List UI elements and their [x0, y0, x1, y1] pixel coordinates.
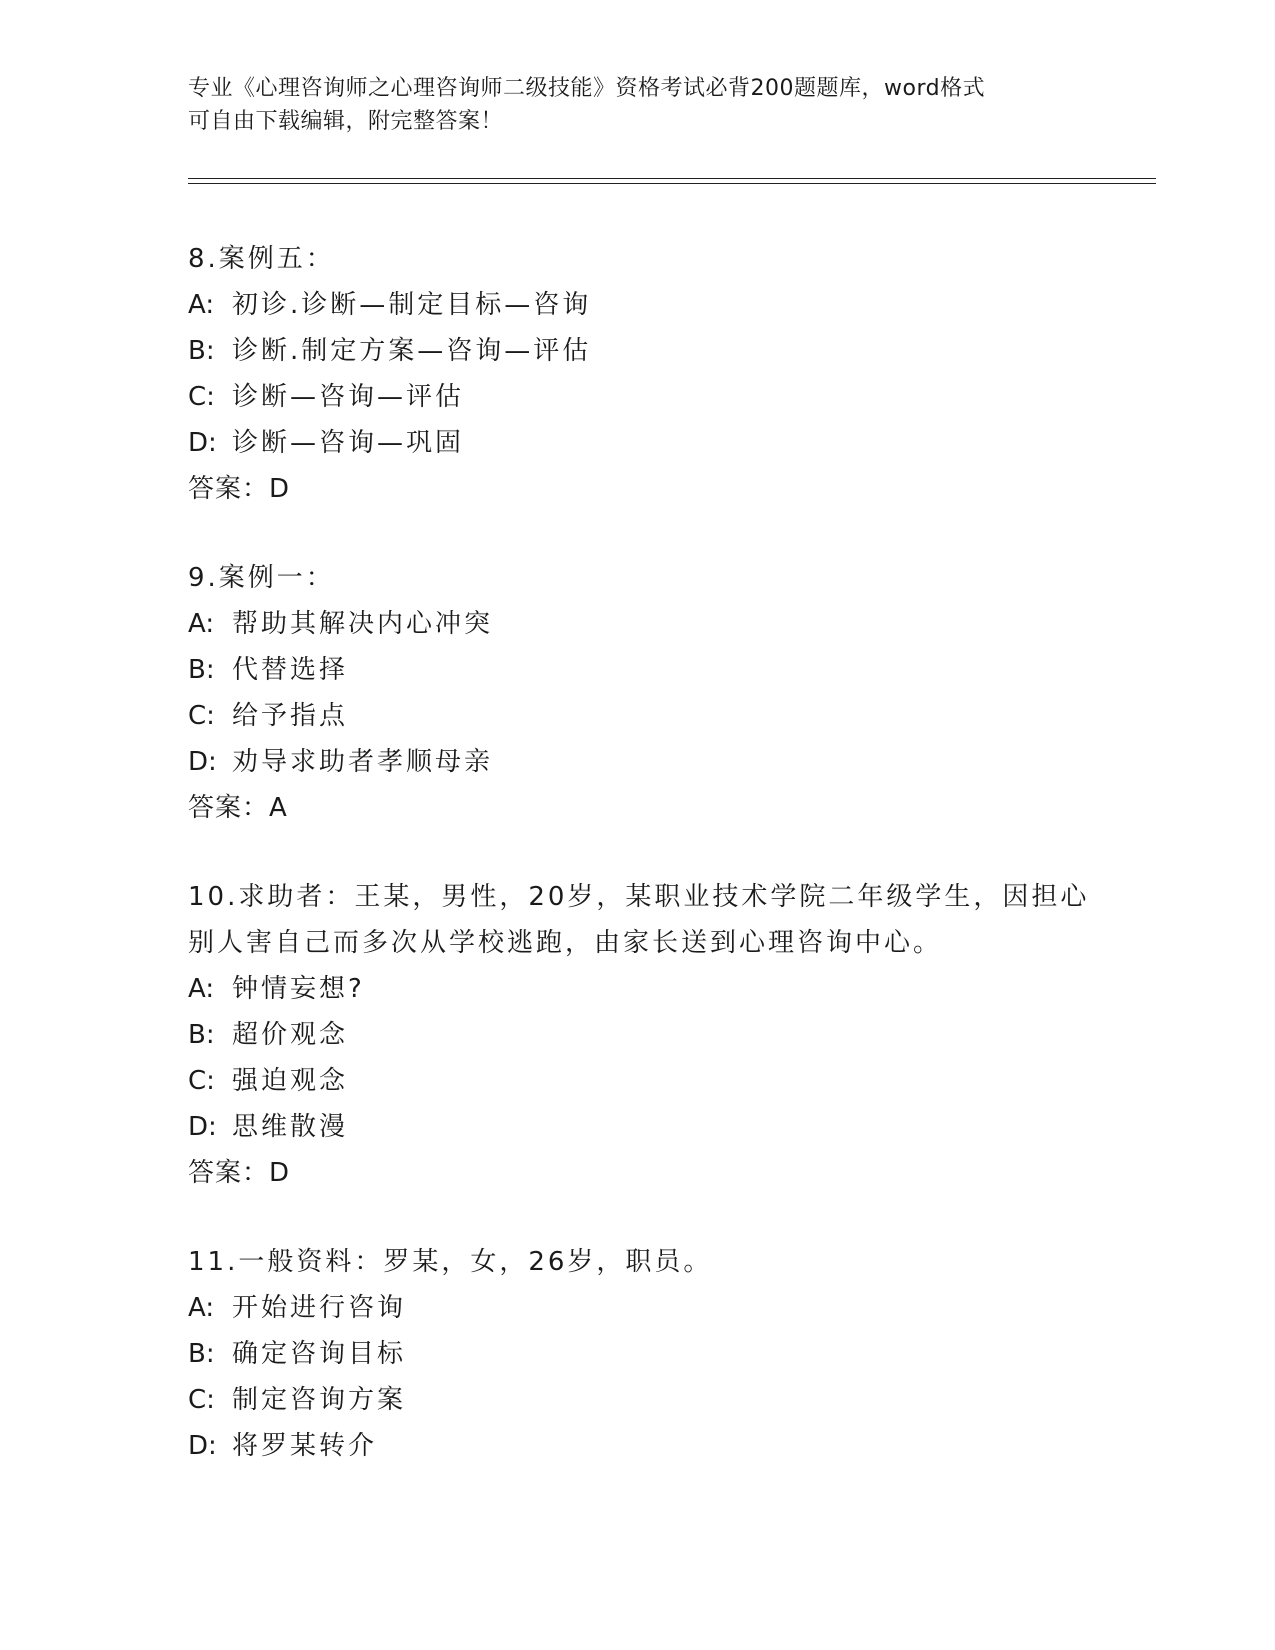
question-stem: 10.求助者：王某，男性，20岁，某职业技术学院二年级学生，因担心别人害自己而多次从学校逃跑，由家长送到心理咨询中心。: [188, 882, 1090, 958]
option-text: 确定咨询目标: [232, 1339, 407, 1369]
option-key: D:: [188, 428, 217, 458]
option-d: [188, 1423, 1108, 1469]
option-text: 制定咨询方案: [232, 1385, 407, 1415]
option-text: 将罗某转介: [232, 1431, 378, 1461]
option-c: [188, 374, 1108, 420]
option-c: [188, 693, 1108, 739]
header-line-1: 专业《心理咨询师之心理咨询师二级技能》资格考试必背200题题库，word格式: [188, 76, 986, 101]
option-b: [188, 647, 1108, 693]
option-d: [188, 420, 1108, 466]
question-9: [188, 555, 1108, 831]
option-c: [188, 1377, 1108, 1423]
option-key: B:: [188, 1020, 215, 1050]
option-d: [188, 1104, 1108, 1150]
answer-line: 答案：D: [188, 474, 291, 504]
option-key: D:: [188, 747, 217, 777]
option-text: 诊断.制定方案—咨询—评估: [232, 336, 592, 366]
option-b: [188, 1331, 1108, 1377]
question-11: [188, 1239, 1108, 1469]
option-a: [188, 966, 1108, 1012]
option-text: 给予指点: [232, 701, 349, 731]
option-key: D:: [188, 1431, 217, 1461]
option-text: 开始进行咨询: [232, 1293, 407, 1323]
option-text: 初诊.诊断—制定目标—咨询: [232, 290, 592, 320]
option-text: 代替选择: [232, 655, 349, 685]
question-8: [188, 236, 1108, 512]
option-key: C:: [188, 382, 215, 412]
answer-line: 答案：A: [188, 793, 288, 823]
option-key: B:: [188, 655, 215, 685]
option-key: A:: [188, 290, 215, 320]
answer-line: 答案：D: [188, 1158, 291, 1188]
option-text: 诊断—咨询—评估: [232, 382, 465, 412]
option-text: 超价观念: [232, 1020, 349, 1050]
header-divider-top: [188, 178, 1156, 179]
question-stem: 9.案例一：: [188, 563, 335, 593]
option-a: [188, 601, 1108, 647]
option-text: 劝导求助者孝顺母亲: [232, 747, 494, 777]
option-a: [188, 1285, 1108, 1331]
question-10: [188, 874, 1108, 1196]
option-key: C:: [188, 1385, 215, 1415]
option-text: 思维散漫: [232, 1112, 349, 1142]
option-key: B:: [188, 336, 215, 366]
option-c: [188, 1058, 1108, 1104]
header-divider-bottom: [188, 183, 1156, 184]
option-text: 帮助其解决内心冲突: [232, 609, 494, 639]
option-key: C:: [188, 1066, 215, 1096]
option-key: D:: [188, 1112, 217, 1142]
question-stem: 8.案例五：: [188, 244, 335, 274]
option-key: B:: [188, 1339, 215, 1369]
option-key: A:: [188, 609, 215, 639]
option-text: 钟情妄想?: [232, 974, 365, 1004]
option-key: C:: [188, 701, 215, 731]
question-stem: 11.一般资料：罗某，女，26岁，职员。: [188, 1247, 713, 1277]
header-line-2: 可自由下载编辑，附完整答案！: [188, 109, 504, 134]
document-header: [188, 72, 1088, 138]
option-key: A:: [188, 1293, 215, 1323]
option-d: [188, 739, 1108, 785]
option-b: [188, 1012, 1108, 1058]
option-text: 强迫观念: [232, 1066, 349, 1096]
option-a: [188, 282, 1108, 328]
question-list: [188, 236, 1108, 1512]
option-text: 诊断—咨询—巩固: [232, 428, 465, 458]
option-key: A:: [188, 974, 215, 1004]
option-b: [188, 328, 1108, 374]
